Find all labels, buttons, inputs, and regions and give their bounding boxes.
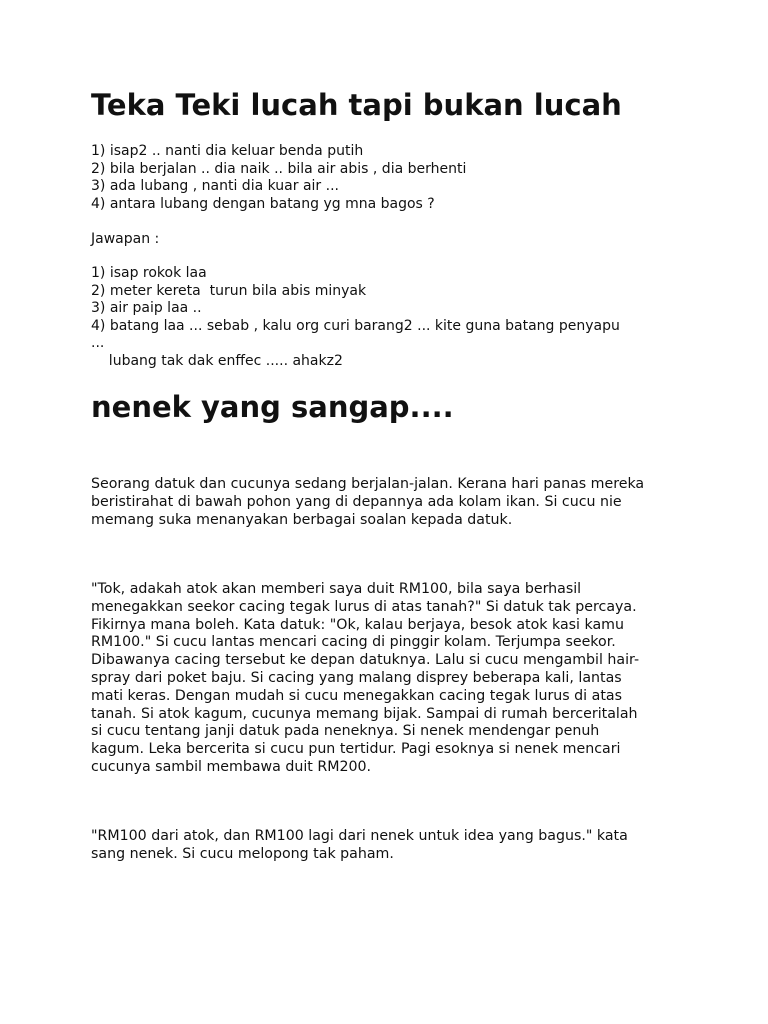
riddles-title: Teka Teki lucah tapi bukan lucah: [91, 88, 622, 122]
paragraph-line: memang suka menanyakan berbagai soalan kepada datuk.: [91, 511, 513, 528]
paragraph-line: Seorang datuk dan cucunya sedang berjalan-jalan. Kerana hari panas mereka: [91, 476, 645, 492]
paragraph-line: "Tok, adakah atok akan memberi saya duit RM100, bila saya berhasil: [91, 581, 582, 597]
riddle-question: 1) isap2 .. nanti dia keluar benda putih: [91, 143, 364, 159]
paragraph-line: kagum. Leka bercerita si cucu pun tertidur. Pagi esoknya si nenek mencari: [91, 741, 621, 758]
story-paragraph-2: [91, 581, 683, 777]
paragraph-line: sang nenek. Si cucu melopong tak paham.: [91, 845, 394, 862]
answers-label: [91, 231, 159, 249]
story-paragraph-1: [91, 476, 683, 529]
riddle-answer: 2) meter kereta turun bila abis minyak: [91, 282, 367, 299]
riddle-question: 4) antara lubang dengan batang yg mna bagos ?: [91, 195, 435, 212]
riddle-answer: 3) air paip laa ..: [91, 300, 202, 317]
paragraph-line: mati keras. Dengan mudah si cucu menegakkan cacing tegak lurus di atas: [91, 687, 622, 704]
riddle-answer: lubang tak dak enffec ..... ahakz2: [91, 352, 343, 369]
paragraph-line: Fikirnya mana boleh. Kata datuk: "Ok, kalau berjaya, besok atok kasi kamu: [91, 616, 624, 633]
riddle-answer: ...: [91, 335, 105, 352]
paragraph-line: RM100." Si cucu lantas mencari cacing di pinggir kolam. Terjumpa seekor.: [91, 634, 616, 651]
story-title: nenek yang sangap....: [91, 390, 454, 424]
paragraph-line: tanah. Si atok kagum, cucunya memang bijak. Sampai di rumah berceritalah: [91, 705, 638, 722]
paragraph-line: Dibawanya cacing tersebut ke depan datuknya. Lalu si cucu mengambil hair-: [91, 652, 640, 669]
paragraph-line: spray dari poket baju. Si cacing yang malang disprey beberapa kali, lantas: [91, 669, 622, 686]
story-paragraph-3: [91, 828, 683, 864]
paragraph-line: si cucu tentang janji datuk pada neneknya. Si nenek mendengar penuh: [91, 723, 600, 740]
riddle-question: 3) ada lubang , nanti dia kuar air ...: [91, 178, 339, 195]
answers-label-text: Jawapan :: [91, 231, 160, 247]
riddle-answer: 4) batang laa ... sebab , kalu org curi barang2 ... kite guna batang penyapu: [91, 317, 620, 334]
riddle-answer-list: [91, 265, 620, 371]
paragraph-line: cucunya sambil membawa duit RM200.: [91, 758, 372, 775]
paragraph-line: menegakkan seekor cacing tegak lurus di atas tanah?" Si datuk tak percaya.: [91, 598, 637, 615]
riddle-question-list: [91, 143, 466, 213]
riddle-answer: 1) isap rokok laa: [91, 265, 207, 281]
riddle-question: 2) bila berjalan .. dia naik .. bila air abis , dia berhenti: [91, 160, 467, 177]
paragraph-line: "RM100 dari atok, dan RM100 lagi dari nenek untuk idea yang bagus." kata: [91, 828, 628, 844]
paragraph-line: beristirahat di bawah pohon yang di depannya ada kolam ikan. Si cucu nie: [91, 493, 622, 510]
